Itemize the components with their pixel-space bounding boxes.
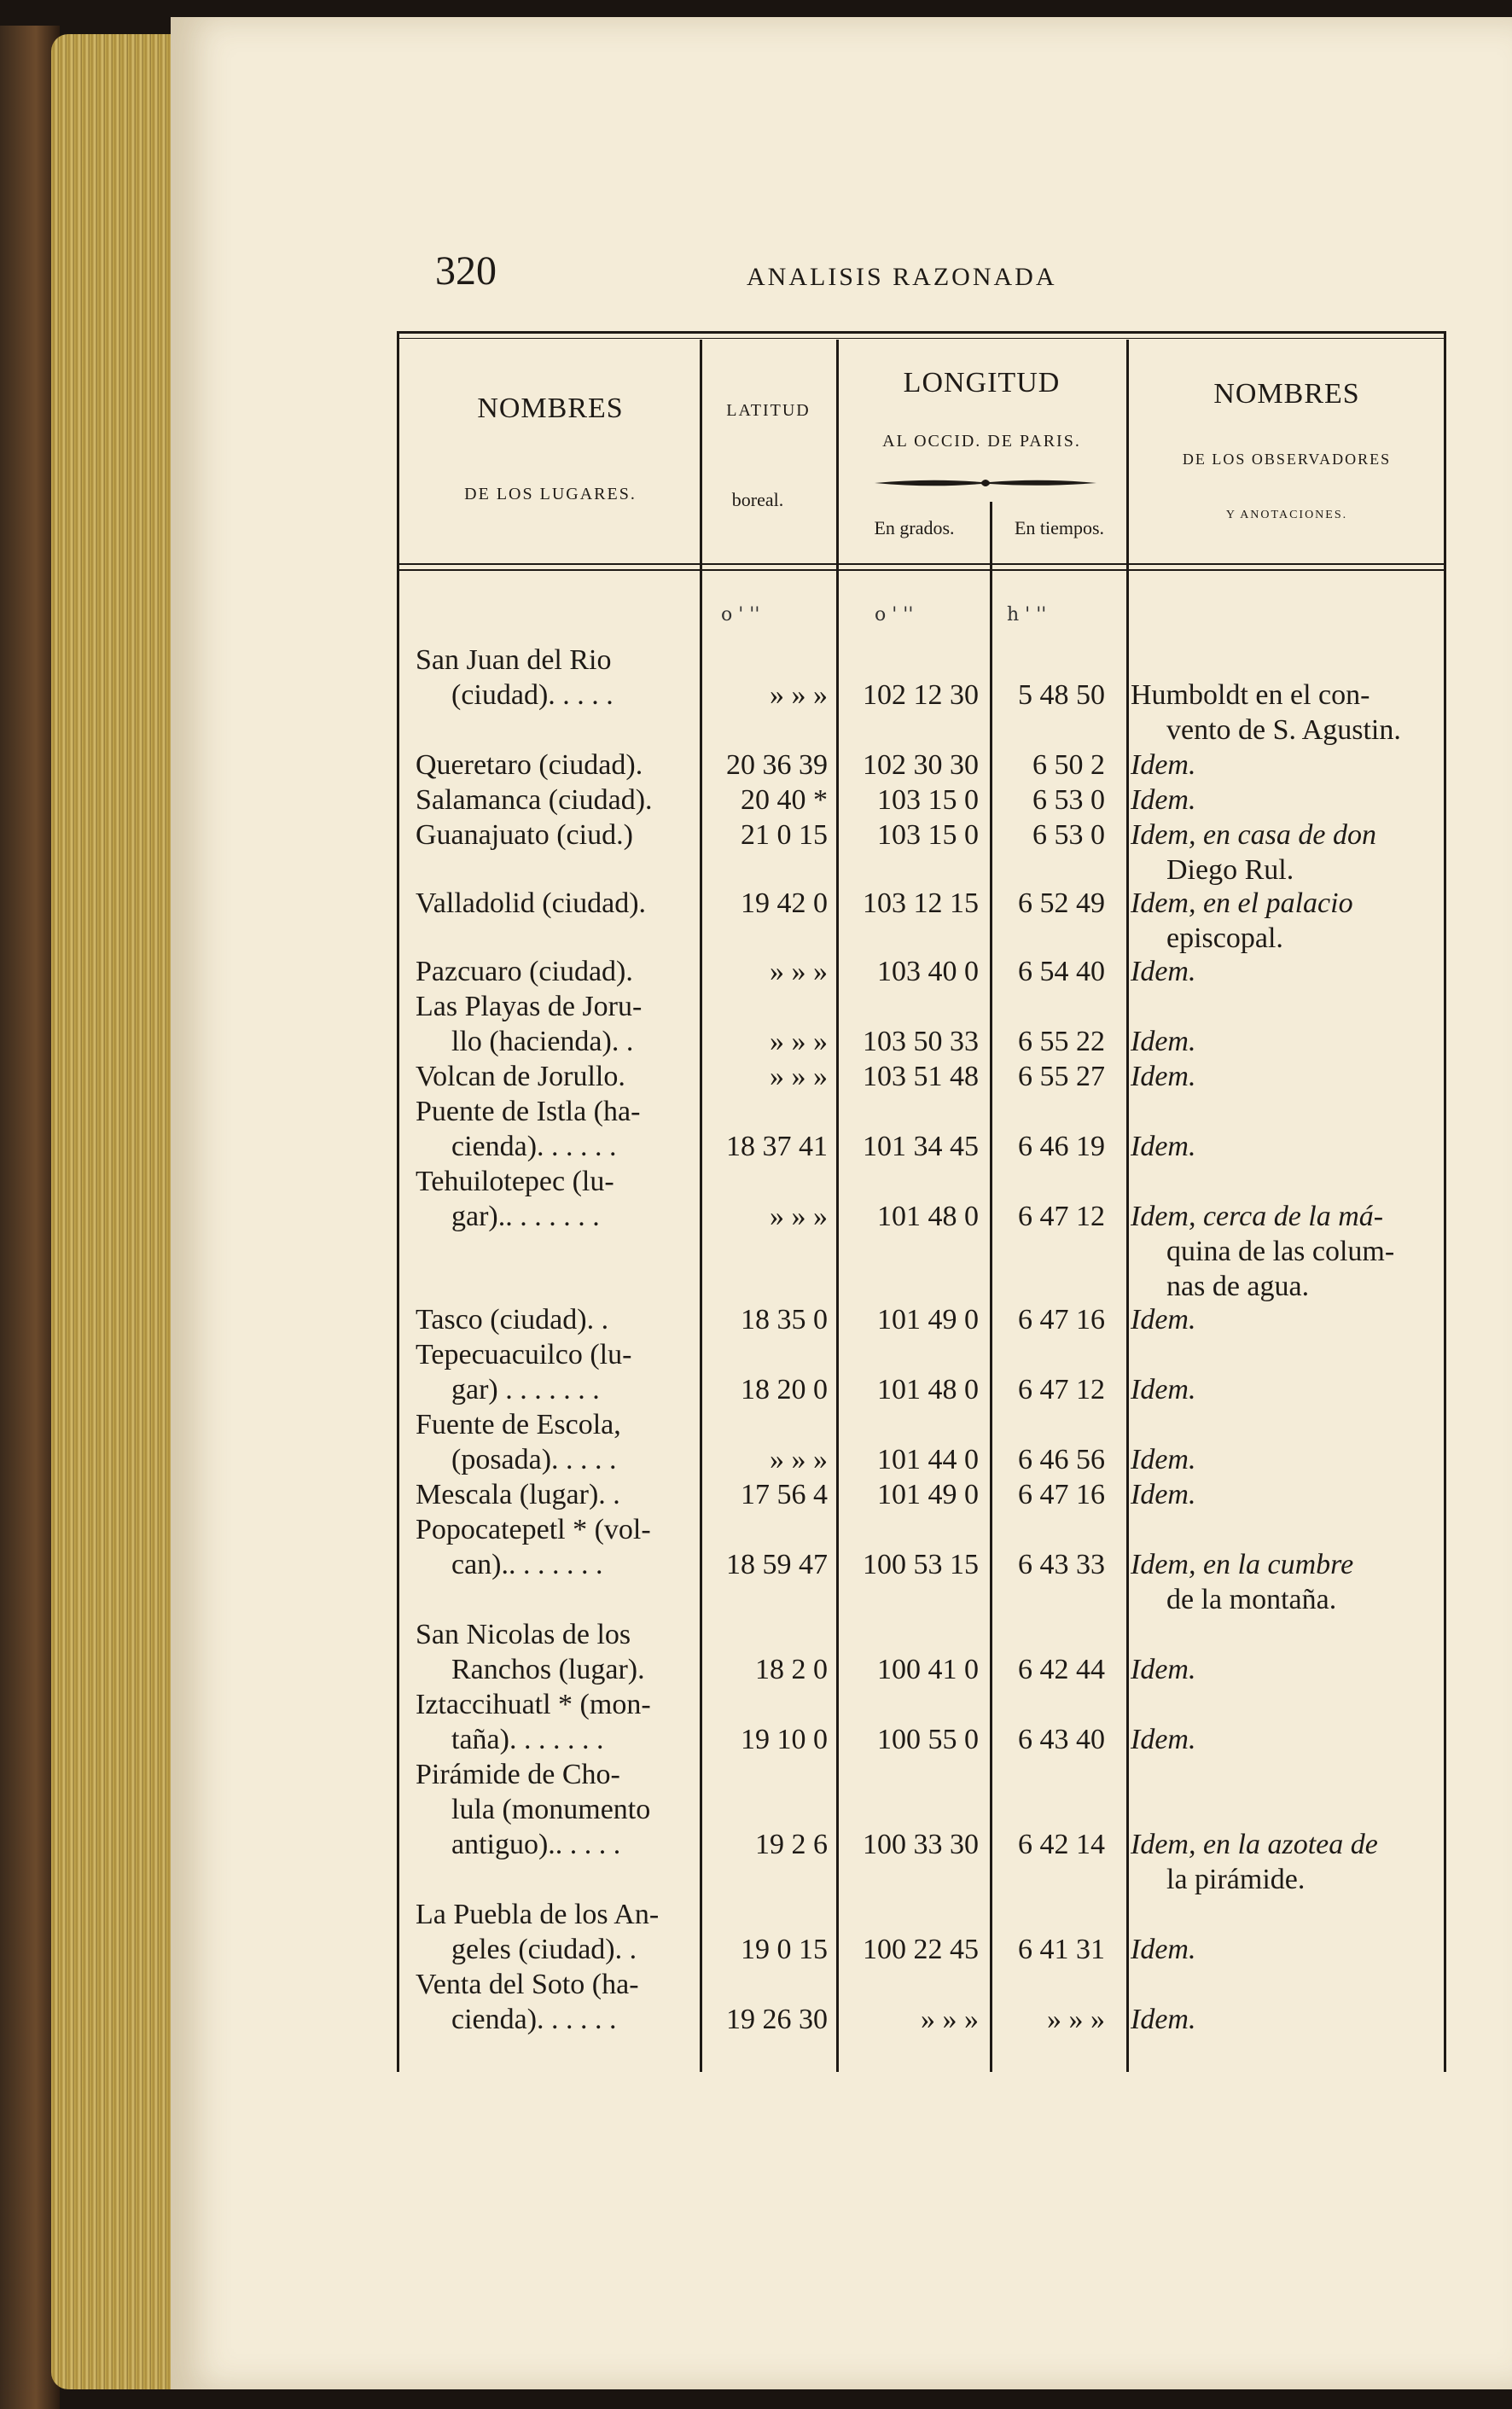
table-top-rule: [397, 331, 1446, 334]
longitude-time: 6 42 14: [1018, 1829, 1105, 1860]
longitude-degrees: 101 48 0: [877, 1201, 979, 1232]
latitude: » » »: [770, 1444, 828, 1475]
place-name: Tepecuacuilco (lu- gar) . . . . . . .: [416, 1339, 632, 1405]
longitude-time: 6 54 40: [1018, 956, 1105, 987]
place-name: Popocatepetl * (vol- can).. . . . . . .: [416, 1514, 651, 1580]
latitude: » » »: [770, 679, 828, 711]
observer-note: Idem.: [1131, 2004, 1196, 2035]
place-name: Pazcuaro (ciudad).: [416, 956, 633, 987]
observer-note: Idem.: [1131, 784, 1196, 816]
unit-latitude: o ' '': [721, 604, 760, 626]
latitude: 17 56 4: [741, 1479, 828, 1510]
unit-time: h ' '': [1007, 604, 1047, 626]
header-bottom-rule-double: [397, 569, 1446, 571]
longitude-time: 6 53 0: [1032, 819, 1105, 851]
longitude-time: 6 52 49: [1018, 887, 1105, 919]
longitude-degrees: 101 49 0: [877, 1479, 979, 1510]
header-observers-sub: Y ANOTACIONES.: [1225, 509, 1348, 521]
longitude-time: 6 43 33: [1018, 1549, 1105, 1580]
place-name: San Juan del Rio (ciudad). . . . .: [416, 644, 614, 711]
latitude: 18 59 47: [726, 1549, 828, 1580]
observer-note: Idem.: [1131, 1654, 1196, 1685]
observer-note: Idem.: [1131, 1444, 1196, 1475]
place-name: Queretaro (ciudad).: [416, 749, 643, 781]
latitude: 18 35 0: [741, 1304, 828, 1335]
longitude-time: 6 55 27: [1018, 1061, 1105, 1092]
place-name: Iztaccihuatl * (mon- taña). . . . . . .: [416, 1689, 651, 1755]
place-name: Mescala (lugar). .: [416, 1479, 620, 1510]
place-name: Las Playas de Joru- llo (hacienda). .: [416, 991, 643, 1057]
table-top-rule-thin: [397, 338, 1446, 339]
coordinates-table: [397, 331, 1446, 2072]
col-divider-obs: [1126, 340, 1129, 2072]
observer-note: Idem.: [1131, 1304, 1196, 1335]
longitude-degrees: 101 34 45: [863, 1131, 979, 1162]
longitude-time: 5 48 50: [1018, 679, 1105, 711]
latitude: » » »: [770, 1061, 828, 1092]
latitude: 19 42 0: [741, 887, 828, 919]
longitude-degrees: 103 15 0: [877, 819, 979, 851]
longitude-ornament: [870, 474, 1101, 492]
header-longitude-sub: AL OCCID. DE PARIS.: [882, 432, 1081, 451]
observer-note: Idem, cerca de la má- quina de las colum- nas de agua.: [1131, 1201, 1395, 1302]
longitude-degrees: 102 30 30: [863, 749, 979, 781]
longitude-degrees: 103 40 0: [877, 956, 979, 987]
longitude-degrees: 103 51 48: [863, 1061, 979, 1092]
observer-note: Idem.: [1131, 749, 1196, 781]
longitude-time: 6 46 56: [1018, 1444, 1105, 1475]
longitude-time: 6 53 0: [1032, 784, 1105, 816]
place-name: Salamanca (ciudad).: [416, 784, 653, 816]
latitude: 18 2 0: [755, 1654, 828, 1685]
longitude-degrees: » » »: [921, 2004, 979, 2035]
latitude: » » »: [770, 956, 828, 987]
longitude-time: 6 42 44: [1018, 1654, 1105, 1685]
observer-note: Idem.: [1131, 1026, 1196, 1057]
latitude: 18 37 41: [726, 1131, 828, 1162]
table-left-border: [397, 331, 399, 2072]
longitude-degrees: 101 48 0: [877, 1374, 979, 1405]
longitude-degrees: 100 22 45: [863, 1934, 979, 1965]
longitude-time: 6 47 16: [1018, 1479, 1105, 1510]
observer-note: Idem, en la cumbre de la montaña.: [1131, 1549, 1354, 1615]
place-name: Tasco (ciudad). .: [416, 1304, 609, 1335]
longitude-degrees: 100 55 0: [877, 1724, 979, 1755]
longitude-degrees: 101 49 0: [877, 1304, 979, 1335]
place-name: Fuente de Escola, (posada). . . . .: [416, 1409, 621, 1475]
longitude-degrees: 102 12 30: [863, 679, 979, 711]
longitude-time: 6 47 12: [1018, 1374, 1105, 1405]
longitude-degrees: 103 12 15: [863, 887, 979, 919]
place-name: Valladolid (ciudad).: [416, 887, 647, 919]
longitude-degrees: 103 50 33: [863, 1026, 979, 1057]
longitude-time: 6 47 12: [1018, 1201, 1105, 1232]
place-name: San Nicolas de los Ranchos (lugar).: [416, 1619, 645, 1685]
observer-note: Idem, en la azotea de la pirámide.: [1131, 1829, 1378, 1895]
latitude: 20 36 39: [726, 749, 828, 781]
observer-note: Idem.: [1131, 1724, 1196, 1755]
longitude-time: 6 43 40: [1018, 1724, 1105, 1755]
header-degrees: En grados.: [874, 517, 955, 538]
header-observers-mid: DE LOS OBSERVADORES: [1182, 451, 1392, 468]
longitude-degrees: 101 44 0: [877, 1444, 979, 1475]
latitude: 21 0 15: [741, 819, 828, 851]
longitude-time: 6 55 22: [1018, 1026, 1105, 1057]
longitude-degrees: 103 15 0: [877, 784, 979, 816]
col-divider-time: [990, 502, 992, 2072]
latitude: 18 20 0: [741, 1374, 828, 1405]
place-name: Guanajuato (ciud.): [416, 819, 633, 851]
latitude: 19 10 0: [741, 1724, 828, 1755]
observer-note: Idem.: [1131, 1934, 1196, 1965]
latitude: 19 2 6: [755, 1829, 828, 1860]
observer-note: Idem.: [1131, 956, 1196, 987]
header-longitude: LONGITUD: [903, 367, 1061, 399]
observer-note: Idem.: [1131, 1374, 1196, 1405]
place-name: Venta del Soto (ha- cienda). . . . . .: [416, 1969, 639, 2035]
longitude-time: 6 41 31: [1018, 1934, 1105, 1965]
page-number: 320: [435, 248, 497, 294]
longitude-degrees: 100 41 0: [877, 1654, 979, 1685]
place-name: Volcan de Jorullo.: [416, 1061, 625, 1092]
longitude-time: 6 46 19: [1018, 1131, 1105, 1162]
header-latitude: LATITUD: [726, 401, 811, 420]
place-name: Tehuilotepec (lu- gar).. . . . . . .: [416, 1166, 614, 1232]
place-name: Pirámide de Cho- lula (monumento antiguo).. . . . .: [416, 1759, 651, 1860]
place-name: Puente de Istla (ha- cienda). . . . . .: [416, 1096, 641, 1162]
longitude-time: 6 47 16: [1018, 1304, 1105, 1335]
place-name: La Puebla de los An- geles (ciudad). .: [416, 1899, 660, 1965]
latitude: » » »: [770, 1201, 828, 1232]
running-title: ANALISIS RAZONADA: [747, 263, 1057, 291]
observer-note: Idem, en casa de don Diego Rul.: [1131, 819, 1376, 886]
latitude: 19 26 30: [726, 2004, 828, 2035]
header-observers: NOMBRES: [1213, 378, 1360, 410]
observer-note: Idem, en el palacio episcopal.: [1131, 887, 1353, 954]
header-time: En tiempos.: [1014, 517, 1105, 538]
latitude: » » »: [770, 1026, 828, 1057]
unit-degrees: o ' '': [875, 604, 914, 626]
observer-note: Idem.: [1131, 1131, 1196, 1162]
longitude-degrees: 100 33 30: [863, 1829, 979, 1860]
header-names: NOMBRES: [477, 393, 624, 424]
longitude-time: 6 50 2: [1032, 749, 1105, 781]
longitude-time: » » »: [1047, 2004, 1105, 2035]
observer-note: Idem.: [1131, 1061, 1196, 1092]
latitude: 20 40 *: [741, 784, 828, 816]
header-latitude-sub: boreal.: [731, 489, 784, 510]
observer-note: Idem.: [1131, 1479, 1196, 1510]
header-names-sub: DE LOS LUGARES.: [464, 485, 637, 503]
gilt-page-edges: [51, 34, 188, 2389]
observer-note: Humboldt en el con- vento de S. Agustin.: [1131, 679, 1401, 746]
page-header: [435, 247, 1374, 307]
col-divider-deg: [836, 340, 839, 2072]
longitude-degrees: 100 53 15: [863, 1549, 979, 1580]
header-bottom-rule: [397, 563, 1446, 565]
latitude: 19 0 15: [741, 1934, 828, 1965]
